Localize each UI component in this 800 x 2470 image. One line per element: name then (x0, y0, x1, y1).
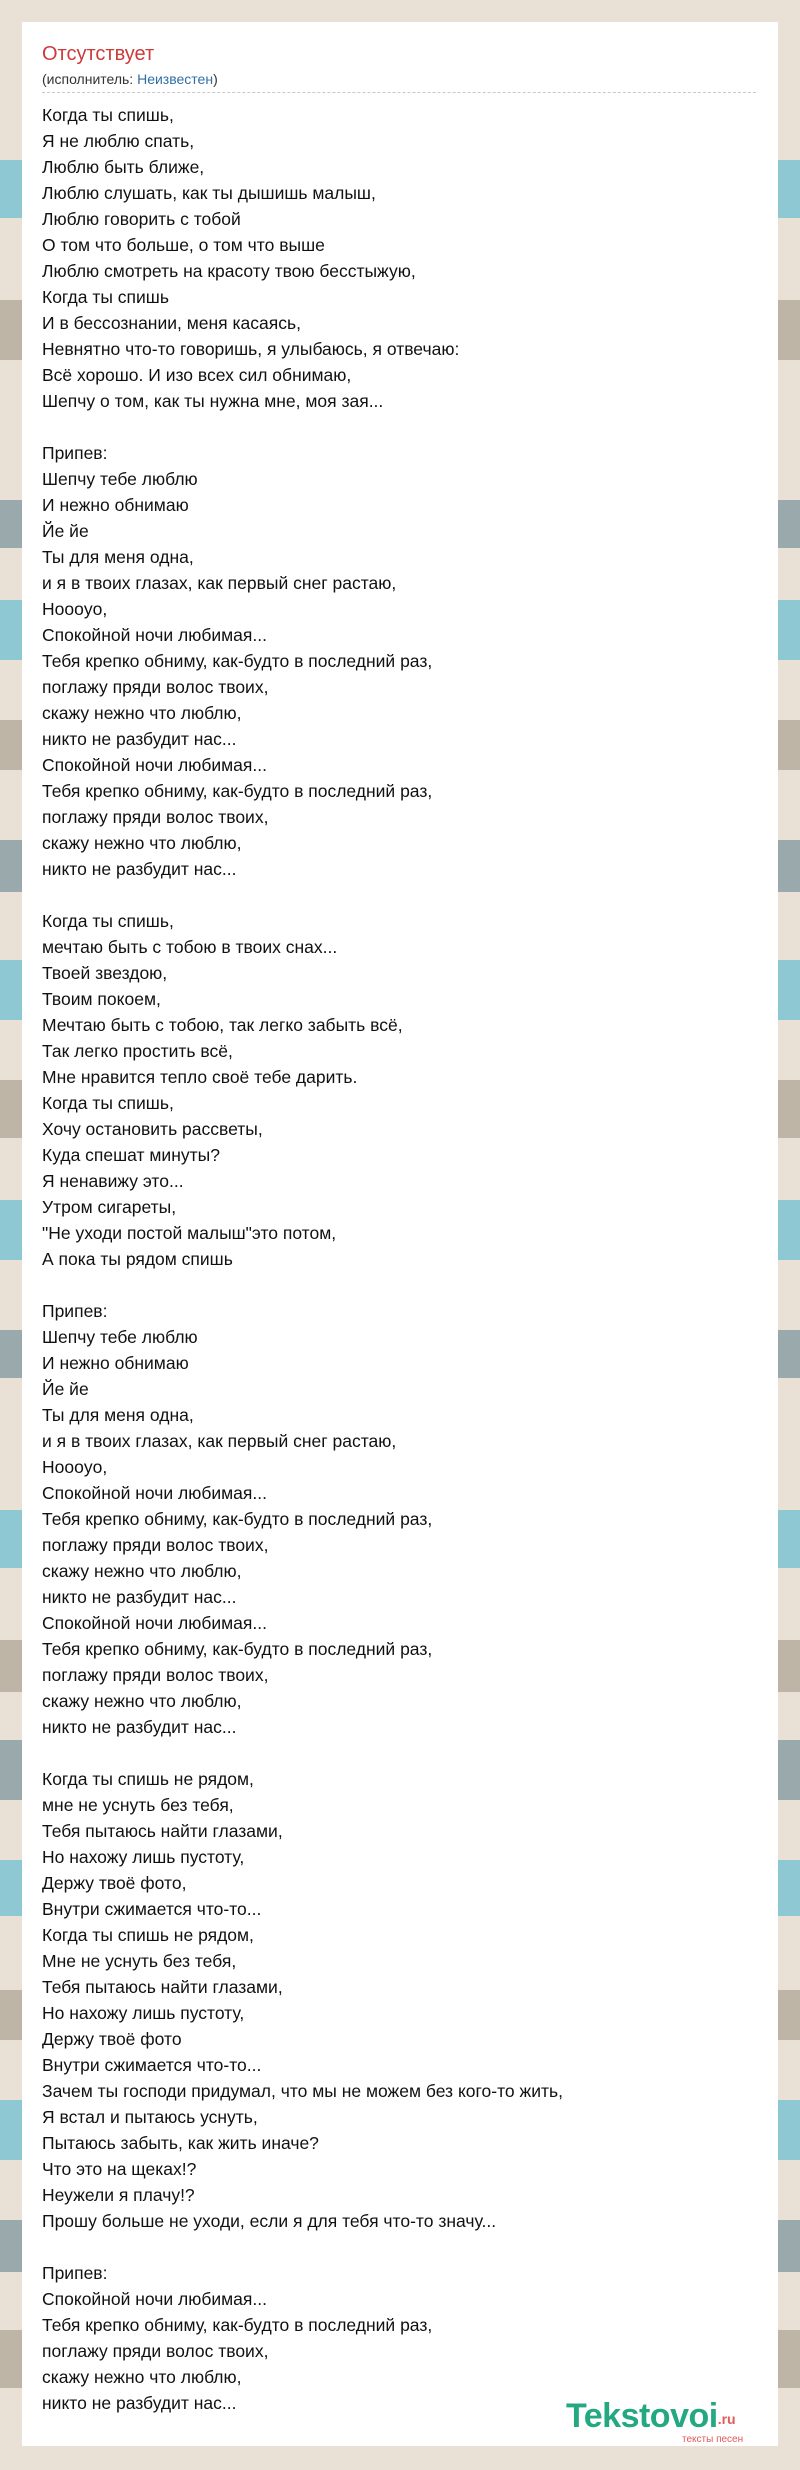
lyrics-card (22, 22, 778, 2446)
lyric-line: Твоим покоем, (42, 989, 161, 1009)
lyric-line: Я ненавижу это... (42, 1171, 184, 1191)
lyric-line: никто не разбудит нас... (42, 1587, 237, 1607)
lyric-line: скажу нежно что люблю, (42, 2367, 242, 2387)
lyric-line: Держу твоё фото, (42, 1873, 187, 1893)
lyric-line: Когда ты спишь, (42, 1093, 174, 1113)
lyric-line: никто не разбудит нас... (42, 729, 237, 749)
lyric-line: и я в твоих глазах, как первый снег растаю, (42, 573, 397, 593)
lyric-line: Что это на щеках!? (42, 2159, 197, 2179)
lyric-line: мечтаю быть с тобою в твоих снах... (42, 937, 338, 957)
lyric-line: Утром сигареты, (42, 1197, 177, 1217)
lyric-line: Когда ты спишь, (42, 105, 174, 125)
lyric-line: Йе йе (42, 521, 89, 541)
lyric-line: поглажу пряди волос твоих, (42, 2341, 269, 2361)
lyric-line: Тебя крепко обниму, как-будто в последний раз, (42, 1509, 433, 1529)
lyric-line: Тебя крепко обниму, как-будто в последний раз, (42, 2315, 433, 2335)
lyric-line: Но нахожу лишь пустоту, (42, 2003, 245, 2023)
lyric-line: Куда спешат минуты? (42, 1145, 220, 1165)
artist-line (42, 70, 218, 88)
lyric-line: и я в твоих глазах, как первый снег растаю, (42, 1431, 397, 1451)
lyric-line: И нежно обнимаю (42, 1353, 189, 1373)
lyric-line: Невнятно что-то говоришь, я улыбаюсь, я отвечаю: (42, 339, 460, 359)
lyric-line: поглажу пряди волос твоих, (42, 807, 269, 827)
lyric-line: Мне не уснуть без тебя, (42, 1951, 237, 1971)
lyric-line (42, 1740, 758, 1766)
lyric-line: Нoooуo, (42, 599, 108, 619)
lyrics-text (42, 102, 758, 2416)
lyric-line: "Не уходи постой малыш"это потом, (42, 1223, 337, 1243)
lyric-line: поглажу пряди волос твоих, (42, 677, 269, 697)
lyric-line: Твоей звездою, (42, 963, 168, 983)
lyric-line: Припев: (42, 1301, 108, 1321)
lyric-line: Когда ты спишь, (42, 911, 174, 931)
lyric-line: Пытаюсь забыть, как жить иначе? (42, 2133, 319, 2153)
lyric-line: Спокойной ночи любимая... (42, 625, 267, 645)
lyric-line: никто не разбудит нас... (42, 2393, 237, 2413)
lyric-line: Спокойной ночи любимая... (42, 1613, 267, 1633)
lyric-line: Когда ты спишь (42, 287, 169, 307)
lyric-line: Но нахожу лишь пустоту, (42, 1847, 245, 1867)
lyric-line: скажу нежно что люблю, (42, 833, 242, 853)
lyric-line: Неужели я плачу!? (42, 2185, 195, 2205)
logo-main-text: Tekstovoi (566, 2397, 718, 2435)
lyric-line: Держу твоё фото (42, 2029, 182, 2049)
artist-link[interactable]: Неизвестен (137, 71, 214, 87)
lyric-line: Когда ты спишь не рядом, (42, 1769, 254, 1789)
lyric-line: Припев: (42, 2263, 108, 2283)
lyric-line: Тебя пытаюсь найти глазами, (42, 1977, 283, 1997)
lyric-line: Хочу остановить рассветы, (42, 1119, 263, 1139)
lyric-line (42, 1272, 758, 1298)
lyric-line: Всё хорошо. И изо всех сил обнимаю, (42, 365, 352, 385)
lyric-line: А пока ты рядом спишь (42, 1249, 233, 1269)
lyric-line: Шепчу тебе люблю (42, 1327, 198, 1347)
site-logo[interactable] (566, 2398, 778, 2448)
lyric-line: скажу нежно что люблю, (42, 1561, 242, 1581)
lyric-line: Люблю говорить с тобой (42, 209, 241, 229)
lyric-line: Тебя пытаюсь найти глазами, (42, 1821, 283, 1841)
lyric-line: Люблю слушать, как ты дышишь малыш, (42, 183, 376, 203)
lyric-line: И нежно обнимаю (42, 495, 189, 515)
lyric-line: Спокойной ночи любимая... (42, 1483, 267, 1503)
lyric-line: Люблю быть ближе, (42, 157, 205, 177)
lyric-line (42, 2234, 758, 2260)
title-divider (42, 92, 756, 93)
lyric-line: Йе йе (42, 1379, 89, 1399)
lyric-line: поглажу пряди волос твоих, (42, 1665, 269, 1685)
lyric-line: Люблю смотреть на красоту твою бесстыжую, (42, 261, 416, 281)
lyric-line: Тебя крепко обниму, как-будто в последний раз, (42, 781, 433, 801)
lyric-line: Внутри сжимается что-то... (42, 2055, 262, 2075)
lyric-line: никто не разбудит нас... (42, 1717, 237, 1737)
lyric-line: Тебя крепко обниму, как-будто в последний раз, (42, 651, 433, 671)
artist-prefix: (исполнитель: (42, 71, 138, 87)
lyric-line: Внутри сжимается что-то... (42, 1899, 262, 1919)
lyric-line: Прошу больше не уходи, если я для тебя что-то значу... (42, 2211, 497, 2231)
lyric-line: Я не люблю спать, (42, 131, 195, 151)
lyric-line: Ты для меня одна, (42, 1405, 194, 1425)
lyric-line: Зачем ты господи придумал, что мы не можем без кого-то жить, (42, 2081, 563, 2101)
lyric-line: Ты для меня одна, (42, 547, 194, 567)
lyric-line: Так легко простить всё, (42, 1041, 233, 1061)
lyric-line: Шепчу тебе люблю (42, 469, 198, 489)
lyric-line: Припев: (42, 443, 108, 463)
lyric-line: О том что больше, о том что выше (42, 235, 325, 255)
lyric-line: никто не разбудит нас... (42, 859, 237, 879)
lyric-line: Мечтаю быть с тобою, так легко забыть всё, (42, 1015, 403, 1035)
lyric-line: Нoooуo, (42, 1457, 108, 1477)
lyric-line: скажу нежно что люблю, (42, 703, 242, 723)
lyric-line: скажу нежно что люблю, (42, 1691, 242, 1711)
lyric-line (42, 882, 758, 908)
lyric-line: Спокойной ночи любимая... (42, 2289, 267, 2309)
lyric-line: Шепчу о том, как ты нужна мне, моя зая... (42, 391, 384, 411)
lyric-line: мне не уснуть без тебя, (42, 1795, 234, 1815)
lyric-line: Мне нравится тепло своё тебе дарить. (42, 1067, 358, 1087)
logo-tld: .ru (717, 2411, 736, 2427)
song-title: Отсутствует (42, 43, 155, 65)
lyric-line: Я встал и пытаюсь уснуть, (42, 2107, 258, 2127)
artist-suffix: ) (213, 71, 218, 87)
logo-tagline: тексты песен (682, 2434, 744, 2445)
logo-wordmark (566, 2398, 736, 2437)
lyric-line: Когда ты спишь не рядом, (42, 1925, 254, 1945)
lyric-line (42, 414, 758, 440)
lyric-line: И в бессознании, меня касаясь, (42, 313, 301, 333)
lyric-line: Спокойной ночи любимая... (42, 755, 267, 775)
lyric-line: поглажу пряди волос твоих, (42, 1535, 269, 1555)
lyric-line: Тебя крепко обниму, как-будто в последний раз, (42, 1639, 433, 1659)
